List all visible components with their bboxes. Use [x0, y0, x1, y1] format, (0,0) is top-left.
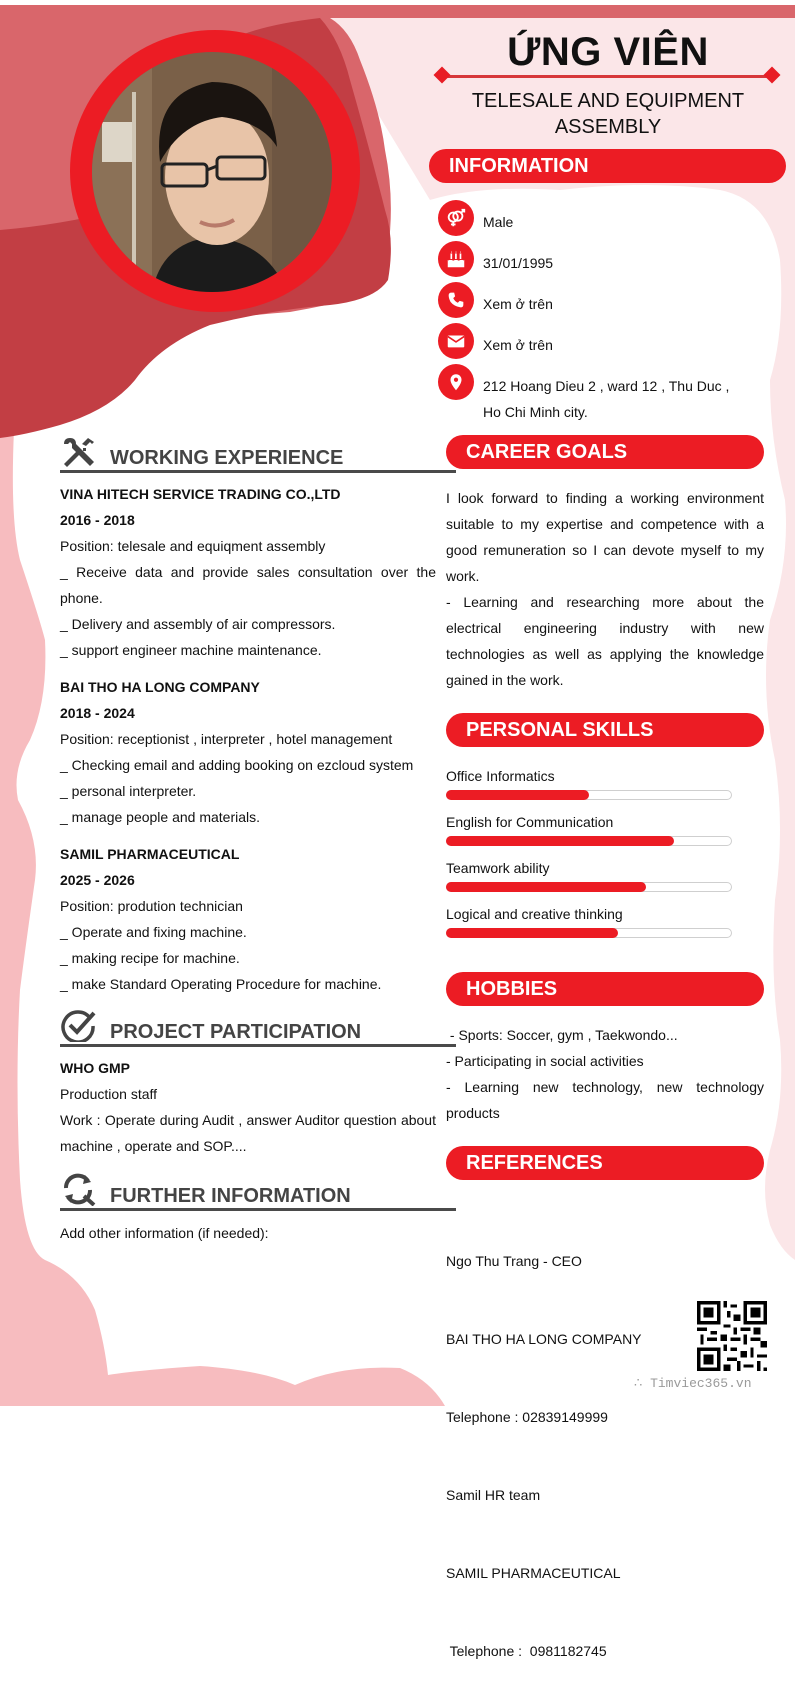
project-participation-header	[60, 1006, 456, 1047]
company-name: VINA HITECH SERVICE TRADING CO.,LTD	[60, 486, 341, 502]
reference-line: Telephone : 02839149999	[446, 1409, 608, 1425]
job-duty: _ personal interpreter.	[60, 783, 197, 799]
tools-icon	[60, 434, 98, 468]
project-role: Production staff	[60, 1086, 158, 1102]
skill-label: Teamwork ability	[446, 860, 550, 876]
skill-bar	[446, 790, 732, 800]
further-information-title: FURTHER INFORMATION	[110, 1185, 351, 1207]
skill-label: English for Communication	[446, 814, 614, 830]
skill-item	[446, 767, 736, 800]
further-information-header	[60, 1170, 456, 1211]
birthday-value: 31/01/1995	[483, 255, 554, 271]
job-duty: _ Checking email and adding booking on ezcloud system	[60, 757, 414, 773]
envelope-icon	[438, 323, 474, 359]
job-position: Position: telesale and equiqment assembly	[60, 538, 326, 554]
job-duty: _ Operate and fixing machine.	[60, 924, 247, 940]
career-goals-text	[446, 485, 764, 693]
skill-bar	[446, 882, 732, 892]
job-duty: _ manage people and materials.	[60, 809, 261, 825]
phone-icon	[438, 282, 474, 318]
avatar	[92, 52, 332, 292]
address-line2: Ho Chi Minh city.	[483, 404, 588, 420]
reference-line: SAMIL PHARMACEUTICAL	[446, 1565, 621, 1581]
job-years: 2025 - 2026	[60, 872, 135, 888]
skill-item	[446, 905, 736, 938]
career-goals-paragraph: I look forward to finding a working environment suitable to my expertise and competence with a good remuneration so I can devote myself to my work.	[446, 490, 764, 584]
info-gender	[438, 200, 513, 236]
refresh-search-icon	[60, 1172, 98, 1206]
hobby-item: - Participating in social activities	[446, 1053, 644, 1069]
candidate-name: ỨNG VIÊN	[507, 30, 709, 74]
map-pin-icon	[438, 364, 474, 400]
hobbies-header: HOBBIES	[446, 972, 764, 1006]
job-duty: _ Receive data and provide sales consultation over the phone.	[60, 564, 436, 606]
skill-bar-fill	[446, 928, 618, 938]
check-circle-icon	[60, 1008, 98, 1042]
company-name: SAMIL PHARMACEUTICAL	[60, 846, 240, 862]
project-name: WHO GMP	[60, 1060, 130, 1076]
job-years: 2016 - 2018	[60, 512, 135, 528]
job-title-line2: ASSEMBLY	[554, 116, 662, 138]
references-header: REFERENCES	[446, 1146, 764, 1180]
job-duty: _ make Standard Operating Procedure for machine.	[60, 976, 382, 992]
info-birthday	[438, 241, 553, 277]
further-information-text	[60, 1220, 436, 1246]
hobbies-list	[446, 1022, 764, 1126]
project-participation-title: PROJECT PARTICIPATION	[110, 1021, 362, 1043]
career-goals-header: CAREER GOALS	[446, 435, 764, 469]
working-experience-header	[60, 432, 456, 473]
gender-value: Male	[483, 214, 514, 230]
project-entry	[60, 1055, 436, 1159]
job-years: 2018 - 2024	[60, 705, 135, 721]
references-list	[446, 1196, 764, 1690]
reference-line: BAI THO HA LONG COMPANY	[446, 1331, 642, 1347]
email-value: Xem ở trên	[483, 337, 553, 353]
skill-label: Logical and creative thinking	[446, 906, 623, 922]
skill-item	[446, 859, 736, 892]
phone-value: Xem ở trên	[483, 296, 553, 312]
career-goals-paragraph: - Learning and researching more about the electrical engineering industry with new technologies as well as applying the knowledge gained in the work.	[446, 594, 764, 688]
job-title	[430, 88, 786, 140]
name-divider	[436, 74, 778, 78]
company-name: BAI THO HA LONG COMPANY	[60, 679, 260, 695]
job-position: Position: prodution technician	[60, 898, 243, 914]
address-value	[483, 364, 729, 425]
reference-line: Telephone : 0981182745	[446, 1643, 607, 1659]
project-work: Work : Operate during Audit , answer Auditor question about machine , operate and SOP....	[60, 1112, 436, 1154]
working-experience-title: WORKING EXPERIENCE	[110, 447, 344, 469]
skill-bar-fill	[446, 790, 589, 800]
qr-code-icon	[697, 1301, 767, 1371]
watermark: ∴ Timviec365.vn	[634, 1376, 752, 1391]
profile-photo-frame	[70, 30, 360, 312]
hobby-item: - Sports: Soccer, gym , Taekwondo...	[446, 1027, 678, 1043]
personal-skills-header: PERSONAL SKILLS	[446, 713, 764, 747]
skill-bar	[446, 928, 732, 938]
skill-bar-fill	[446, 836, 674, 846]
birthday-cake-icon	[438, 241, 474, 277]
information-header: INFORMATION	[429, 149, 786, 183]
job-entry	[60, 674, 436, 830]
further-information-body: Add other information (if needed):	[60, 1225, 269, 1241]
gender-icon	[438, 200, 474, 236]
job-entry	[60, 841, 436, 997]
skill-label: Office Informatics	[446, 768, 555, 784]
reference-line: Ngo Thu Trang - CEO	[446, 1253, 582, 1269]
skill-item	[446, 813, 736, 846]
job-duty: _ making recipe for machine.	[60, 950, 240, 966]
job-entry	[60, 481, 436, 663]
skill-bar	[446, 836, 732, 846]
hobby-item: - Learning new technology, new technology products	[446, 1079, 764, 1121]
info-address	[438, 364, 729, 425]
info-phone	[438, 282, 553, 318]
skill-bar-fill	[446, 882, 646, 892]
job-duty: _ support engineer machine maintenance.	[60, 642, 322, 658]
info-email	[438, 323, 553, 359]
job-title-line1: TELESALE AND EQUIPMENT	[471, 90, 745, 112]
address-line1: 212 Hoang Dieu 2 , ward 12 , Thu Duc ,	[483, 378, 730, 394]
reference-line: Samil HR team	[446, 1487, 541, 1503]
job-position: Position: receptionist , interpreter , hotel management	[60, 731, 393, 747]
job-duty: _ Delivery and assembly of air compressors.	[60, 616, 336, 632]
